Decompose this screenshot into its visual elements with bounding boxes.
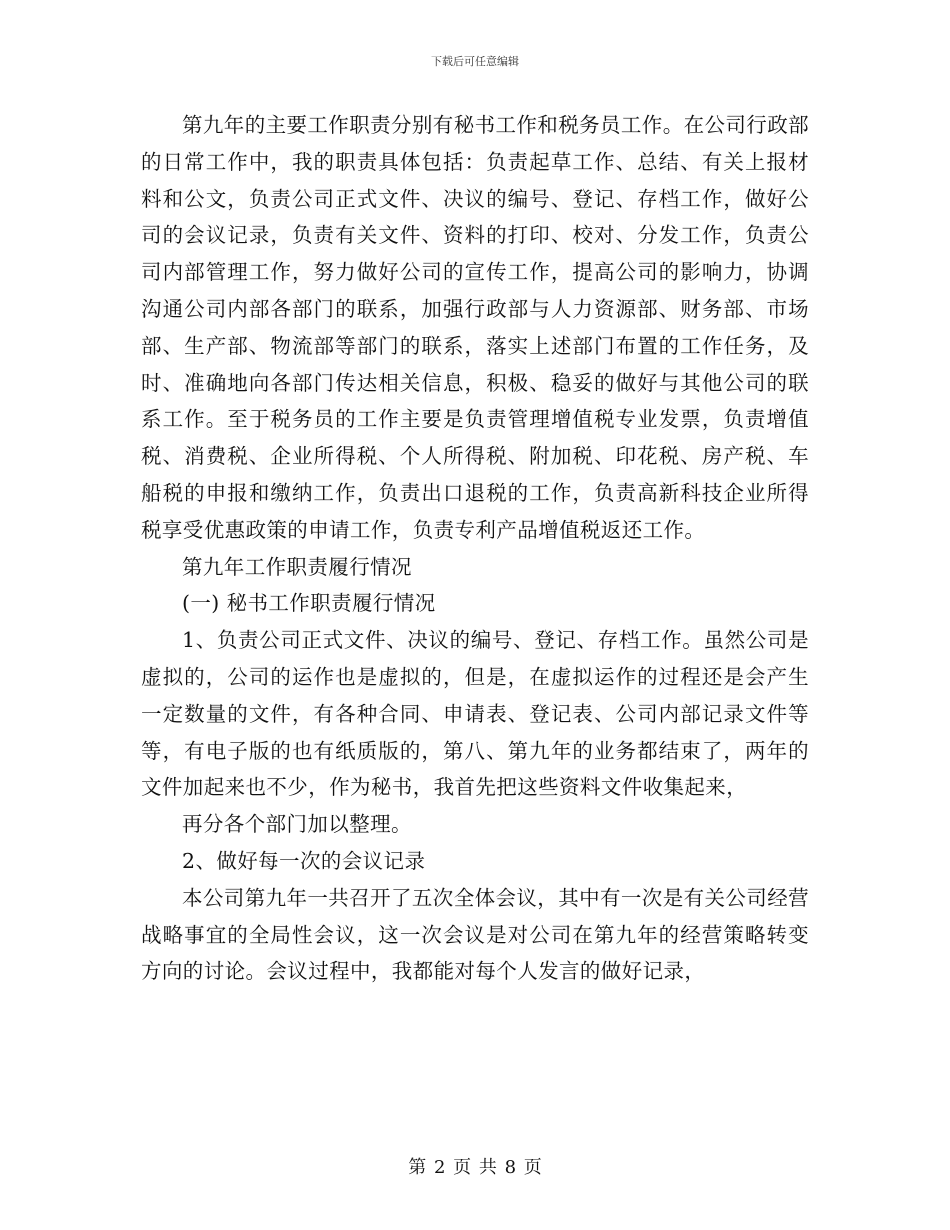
paragraph-document-filing: 1、负责公司正式文件、决议的编号、登记、存档工作。虽然公司是虚拟的，公司的运作也是虚拟的，但是，在虚拟运作的过程还是会产生一定数量的文件，有各种合同、申请表、登记表、公司内部记录文件等等，有电子版的也有纸质版的，第八、第九年的业务都结束了，两年的文件加起来也不少，作为秘书，我首先把这些资料文件收集起来， [141, 628, 809, 800]
subsection-heading-secretary: (一) 秘书工作职责履行情况 [182, 591, 436, 616]
item-heading-meeting-records: 2、做好每一次的会议记录 [182, 848, 426, 873]
document-body [141, 107, 809, 990]
section-heading-duty-performance: 第九年工作职责履行情况 [182, 554, 412, 579]
paragraph-department-sorting: 再分各个部门加以整理。 [182, 812, 412, 837]
paragraph-duties-overview: 第九年的主要工作职责分别有秘书工作和税务员工作。在公司行政部的日常工作中，我的职责具体包括：负责起草工作、总结、有关上报材料和公文，负责公司正式文件、决议的编号、登记、存档工作，做好公司的会议记录，负责有关文件、资料的打印、校对、分发工作，负责公司内部管理工作，努力做好公司的宣传工作，提高公司的影响力，协调沟通公司内部各部门的联系，加强行政部与人力资源部、财务部、市场部、生产部、物流部等部门的联系，落实上述部门布置的工作任务，及时、准确地向各部门传达相关信息，积极、稳妥的做好与其他公司的联系工作。至于税务员的工作主要是负责管理增值税专业发票，负责增值税、消费税、企业所得税、个人所得税、附加税、印花税、房产税、车船税的申报和缴纳工作，负责出口退税的工作，负责高新科技企业所得税享受优惠政策的申请工作，负责专利产品增值税返还工作。 [141, 113, 809, 542]
page-header: 下载后可任意编辑 [431, 55, 519, 68]
paragraph-meetings: 本公司第九年一共召开了五次全体会议，其中有一次是有关公司经营战略事宜的全局性会议，这一次会议是对公司在第九年的经营策略转变方向的讨论。会议过程中，我都能对每个人发言的做好记录， [141, 885, 809, 984]
page-number-footer: 第 2 页 共 8 页 [408, 1157, 542, 1178]
